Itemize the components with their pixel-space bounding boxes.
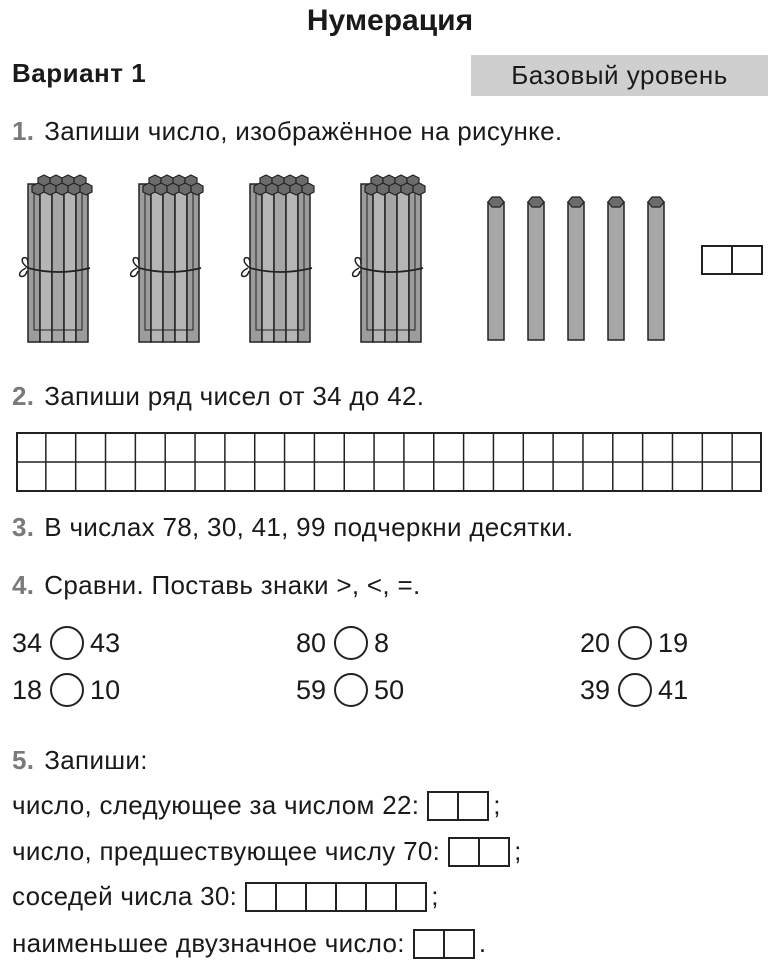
punctuation: ;	[514, 836, 522, 866]
task-5-item	[12, 881, 439, 912]
task-5	[12, 745, 148, 776]
task-5-item	[12, 790, 501, 821]
task-4	[12, 570, 420, 601]
task-3-number: 3.	[12, 512, 35, 542]
stick-4	[608, 197, 624, 340]
task-2-number: 2.	[12, 381, 35, 411]
task-1-text: Запиши число, изображённое на рисунке.	[44, 116, 563, 146]
compare-circle[interactable]	[618, 626, 652, 660]
task-5-item	[12, 928, 486, 959]
compare-pair	[12, 673, 120, 707]
stick-2	[528, 197, 544, 340]
stick-3	[568, 197, 584, 340]
bundles-illustration	[10, 172, 710, 344]
task-3	[12, 512, 573, 543]
bundle-4	[353, 175, 425, 342]
task-5-item-text: наименьшее двузначное число:	[12, 928, 405, 958]
compare-pair	[296, 673, 404, 707]
compare-right: 10	[90, 674, 121, 705]
punctuation: .	[478, 928, 487, 958]
compare-left: 34	[12, 627, 43, 658]
compare-right: 50	[374, 674, 405, 705]
compare-right: 41	[658, 674, 689, 705]
task-5-text: Запиши:	[44, 745, 148, 775]
bundle-2	[131, 175, 203, 342]
compare-left: 80	[296, 627, 327, 658]
punctuation: ;	[431, 881, 439, 911]
stick-5	[648, 197, 664, 340]
task-4-number: 4.	[12, 570, 35, 600]
task-3-text: В числах 78, 30, 41, 99 подчеркни десятки.	[44, 512, 574, 542]
task-5-number: 5.	[12, 745, 35, 775]
compare-left: 39	[580, 674, 611, 705]
compare-right: 8	[374, 627, 390, 658]
task-5-item	[12, 836, 522, 867]
task-2-answer-grid[interactable]	[16, 432, 762, 492]
compare-circle[interactable]	[618, 673, 652, 707]
compare-right: 19	[658, 627, 689, 658]
compare-circle[interactable]	[334, 673, 368, 707]
task-5-item-text: число, предшествующее числу 70:	[12, 836, 441, 866]
bundle-1	[20, 175, 92, 342]
answer-cells[interactable]	[448, 837, 510, 867]
task-5-item-text: число, следующее за числом 22:	[12, 790, 420, 820]
compare-pair	[580, 673, 688, 707]
compare-pair	[296, 626, 389, 660]
compare-circle[interactable]	[50, 673, 84, 707]
task-2	[12, 381, 424, 412]
compare-left: 18	[12, 674, 43, 705]
page-title: Нумерация	[306, 4, 474, 37]
variant-label: Вариант 1	[12, 58, 147, 88]
answer-cells[interactable]	[245, 882, 427, 912]
punctuation: ;	[493, 790, 501, 820]
task-1	[12, 116, 562, 147]
answer-cells[interactable]	[413, 929, 475, 959]
level-badge: Базовый уровень	[471, 55, 768, 96]
task-1-number: 1.	[12, 116, 35, 146]
task-1-answer-cells[interactable]	[701, 245, 763, 275]
compare-left: 20	[580, 627, 611, 658]
answer-cells[interactable]	[427, 791, 489, 821]
bundle-3	[242, 175, 314, 342]
compare-circle[interactable]	[334, 626, 368, 660]
compare-left: 59	[296, 674, 327, 705]
compare-circle[interactable]	[50, 626, 84, 660]
compare-pair	[12, 626, 120, 660]
task-2-text: Запиши ряд чисел от 34 до 42.	[44, 381, 425, 411]
task-5-item-text: соседей числа 30:	[12, 881, 238, 911]
stick-1	[488, 197, 504, 340]
task-4-text: Сравни. Поставь знаки >, <, =.	[44, 570, 421, 600]
compare-pair	[580, 626, 688, 660]
compare-right: 43	[90, 627, 121, 658]
